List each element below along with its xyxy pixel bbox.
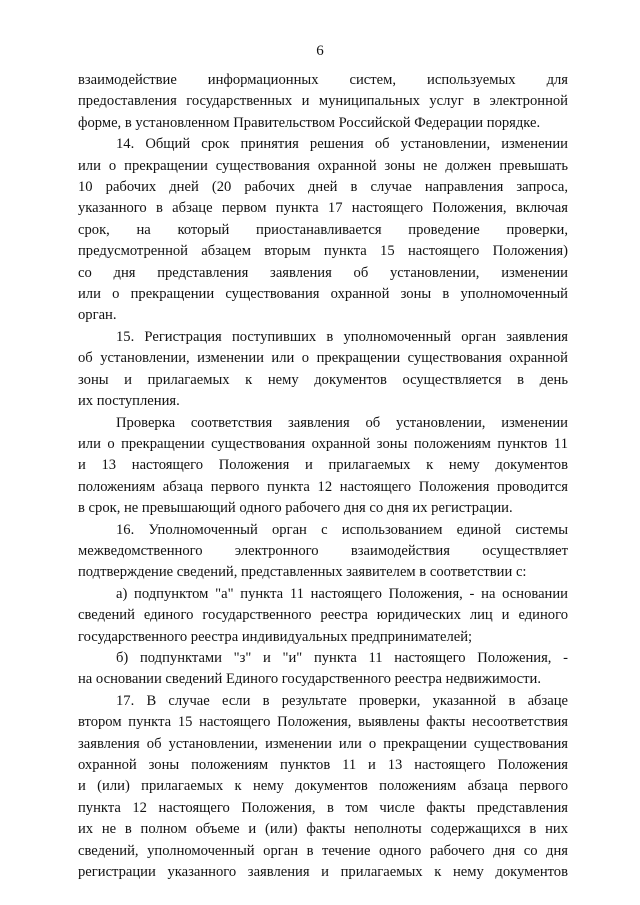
text-line: и (или) прилагаемых к нему документов положениям абзаца первого (78, 778, 568, 795)
text-line: и 13 настоящего Положения и прилагаемых к нему документов (78, 457, 568, 474)
text-line: орган. (78, 307, 117, 324)
text-line: регистрации указанного заявления и прилагаемых к нему документов (78, 864, 568, 881)
paragraph (78, 134, 568, 327)
text-line: Проверка соответствия заявления об установлении, изменении (116, 414, 568, 431)
text-line: указанного в абзаце первом пункта 17 настоящего Положения, включая (78, 200, 568, 217)
paragraph (78, 520, 568, 584)
text-line: или о прекращении существования охранной зоны в уполномоченный (78, 286, 568, 303)
paragraph (78, 691, 568, 884)
text-line: взаимодействие информационных систем, используемых для (78, 72, 568, 88)
paragraph (78, 413, 568, 520)
text-line: со дня представления заявления об установлении, изменении (78, 264, 568, 281)
paragraph (78, 648, 568, 691)
text-line: их поступления. (78, 393, 180, 410)
text-line: форме, в установленном Правительством Российской Федерации порядке. (78, 114, 541, 131)
text-line: предоставления государственных и муниципальных услуг в электронной (78, 93, 568, 110)
text-line: 17. В случае если в результате проверки, указанной в абзаце (116, 692, 568, 709)
text-line: предусмотренной абзацем вторым пункта 15 настоящего Положения) (78, 243, 568, 260)
text-line: 10 рабочих дней (20 рабочих дней в случае направления запроса, (78, 179, 568, 196)
text-line: втором пункта 15 настоящего Положения, выявлены факты несоответствия (78, 714, 568, 731)
text-line: 16. Уполномоченный орган с использованием единой системы (116, 521, 568, 538)
text-line: а) подпунктом "а" пункта 11 настоящего Положения, - на основании (116, 585, 568, 602)
text-line: 14. Общий срок принятия решения об установлении, изменении (116, 136, 568, 153)
paragraph (78, 70, 568, 134)
text-line: на основании сведений Единого государственного реестра недвижимости. (78, 671, 541, 688)
text-line: или о прекращении существования охранной зоны положениям пунктов 11 (78, 435, 568, 452)
text-line: об установлении, изменении или о прекращении существования охранной (78, 350, 568, 367)
paragraph (78, 327, 568, 413)
text-line: пункта 12 настоящего Положения, в том числе факты представления (78, 799, 568, 816)
text-line: или о прекращении существования охранной зоны не должен превышать (78, 157, 568, 174)
text-line: зоны и прилагаемых к нему документов осуществляется в день (78, 371, 568, 388)
text-line: 15. Регистрация поступивших в уполномоченный орган заявления (116, 328, 568, 345)
text-line: подтверждение сведений, представленных заявителем в соответствии с: (78, 564, 527, 581)
text-line: сведений, уполномоченный орган в течение одного рабочего дня со дня (78, 842, 568, 859)
text-line: заявления об установлении, изменении или о прекращении существования (78, 735, 568, 752)
paragraph (78, 584, 568, 648)
page-number: 6 (316, 43, 324, 59)
text-line: сведений единого государственного реестра юридических лиц и единого (78, 607, 568, 624)
text-line: межведомственного электронного взаимодействия осуществляет (78, 542, 568, 559)
text-line: б) подпунктами "з" и "и" пункта 11 настоящего Положения, - (116, 649, 568, 666)
text-line: их не в полном объеме и (или) факты неполноты содержащихся в них (78, 821, 568, 838)
text-line: охранной зоны положениям пунктов 11 и 13 настоящего Положения (78, 757, 568, 773)
document-body (78, 70, 568, 883)
text-line: положениям абзаца первого пункта 12 настоящего Положения проводится (78, 478, 568, 495)
text-line: в срок, не превышающий одного рабочего дня со дня их регистрации. (78, 500, 513, 517)
text-line: срок, на который приостанавливается проведение проверки, (78, 221, 568, 238)
text-line: государственного реестра индивидуальных предпринимателей; (78, 628, 473, 645)
